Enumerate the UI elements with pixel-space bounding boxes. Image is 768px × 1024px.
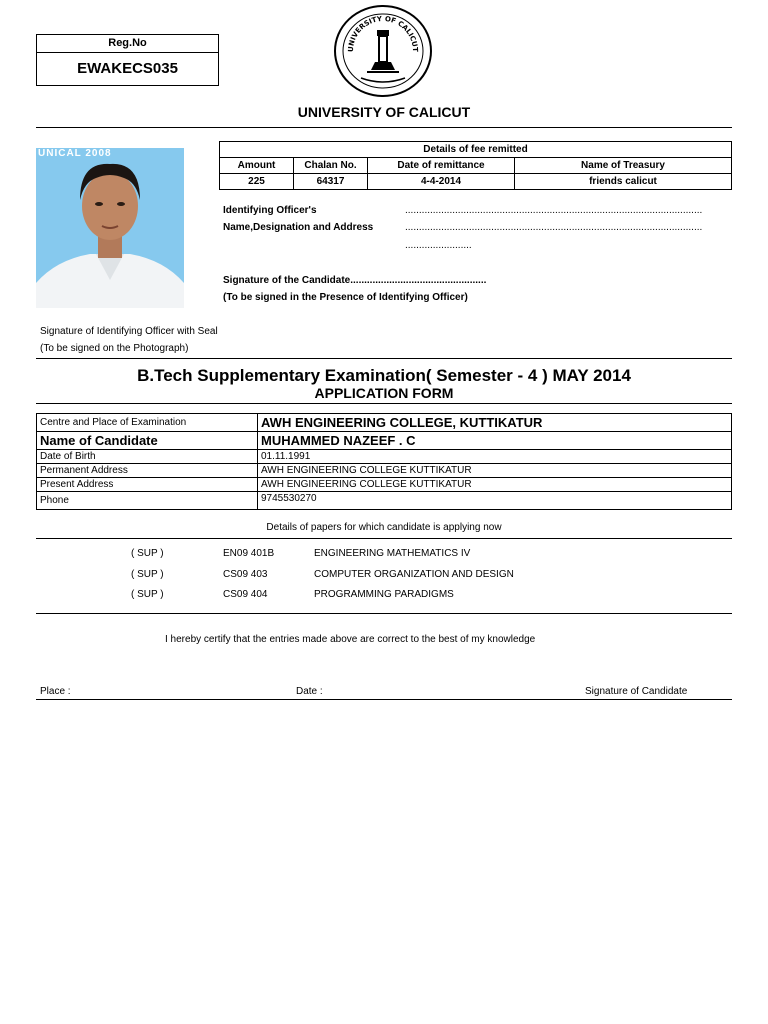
fee-treasury-value: friends calicut (515, 174, 732, 190)
candidate-signature-line: Signature of the Candidate................................................. (223, 275, 487, 286)
details-label: Date of Birth (37, 450, 258, 464)
fee-col-date: Date of remittance (368, 158, 515, 174)
certification-text: I hereby certify that the entries made above are correct to the best of my knowledge (165, 634, 536, 645)
seal-ring-text: UNIVERSITY OF CALICUT (346, 14, 420, 53)
details-value: AWH ENGINEERING COLLEGE KUTTIKATUR (258, 464, 732, 478)
date-label: Date : (296, 686, 323, 697)
university-seal (333, 4, 433, 98)
table-row (37, 414, 732, 432)
reg-no-value: EWAKECS035 (77, 60, 178, 77)
details-value: AWH ENGINEERING COLLEGE, KUTTIKATUR (258, 414, 732, 432)
officer-dots-3: ........................ (405, 240, 472, 251)
divider-mid (36, 358, 732, 359)
officer-seal-note-2: (To be signed on the Photograph) (40, 343, 189, 354)
divider-papers-top (36, 538, 732, 539)
table-row (37, 464, 732, 478)
place-label: Place : (40, 686, 71, 697)
details-label: Name of Candidate (37, 432, 258, 450)
divider-top (36, 127, 732, 128)
form-title: APPLICATION FORM (314, 385, 454, 401)
fee-col-amount: Amount (220, 158, 294, 174)
fee-amount-value: 225 (220, 174, 294, 190)
table-row (37, 478, 732, 492)
details-value: 01.11.1991 (258, 450, 732, 464)
paper-code: EN09 401B (223, 548, 275, 559)
divider-title (36, 403, 732, 404)
candidate-details-table (36, 413, 732, 510)
details-label: Present Address (37, 478, 258, 492)
reg-no-box (36, 34, 219, 86)
paper-title: ENGINEERING MATHEMATICS IV (314, 548, 471, 559)
details-label: Centre and Place of Examination (37, 414, 258, 432)
details-label: Permanent Address (37, 464, 258, 478)
university-name: UNIVERSITY OF CALICUT (297, 104, 471, 120)
table-row (37, 450, 732, 464)
paper-type: ( SUP ) (131, 589, 164, 600)
candidate-signature-note: (To be signed in the Presence of Identifying Officer) (223, 292, 468, 303)
reg-no-label: Reg.No (37, 35, 218, 53)
fee-chalan-value: 64317 (294, 174, 368, 190)
table-row (37, 432, 732, 450)
fee-date-value: 4-4-2014 (368, 174, 515, 190)
divider-footer (36, 699, 732, 700)
officer-dots-2: ........................................................................................................... (405, 222, 703, 233)
signature-label: Signature of Candidate (585, 686, 688, 697)
details-value: 9745530270 (258, 492, 732, 510)
fee-heading: Details of fee remitted (220, 142, 732, 158)
paper-title: COMPUTER ORGANIZATION AND DESIGN (314, 569, 514, 580)
paper-code: CS09 404 (223, 589, 268, 600)
officer-label-1: Identifying Officer's (223, 205, 317, 216)
paper-type: ( SUP ) (131, 569, 164, 580)
table-row (37, 492, 732, 510)
details-value: MUHAMMED NAZEEF . C (258, 432, 732, 450)
officer-seal-note-1: Signature of Identifying Officer with Seal (40, 326, 218, 337)
officer-dots-1: ........................................................................................................... (405, 205, 703, 216)
officer-label-2: Name,Designation and Address (223, 222, 374, 233)
paper-title: PROGRAMMING PARADIGMS (314, 589, 454, 600)
details-value: AWH ENGINEERING COLLEGE KUTTIKATUR (258, 478, 732, 492)
fee-table (219, 141, 732, 190)
paper-code: CS09 403 (223, 569, 268, 580)
paper-type: ( SUP ) (131, 548, 164, 559)
exam-title: B.Tech Supplementary Examination( Semester - 4 ) MAY 2014 (137, 366, 631, 385)
papers-heading: Details of papers for which candidate is applying now (266, 522, 502, 533)
fee-col-chalan: Chalan No. (294, 158, 368, 174)
photo-stamp-text: UNICAL 2008 (38, 148, 112, 159)
details-label: Phone (37, 492, 258, 510)
candidate-photo (36, 148, 184, 308)
fee-col-treasury: Name of Treasury (515, 158, 732, 174)
divider-papers-bottom (36, 613, 732, 614)
